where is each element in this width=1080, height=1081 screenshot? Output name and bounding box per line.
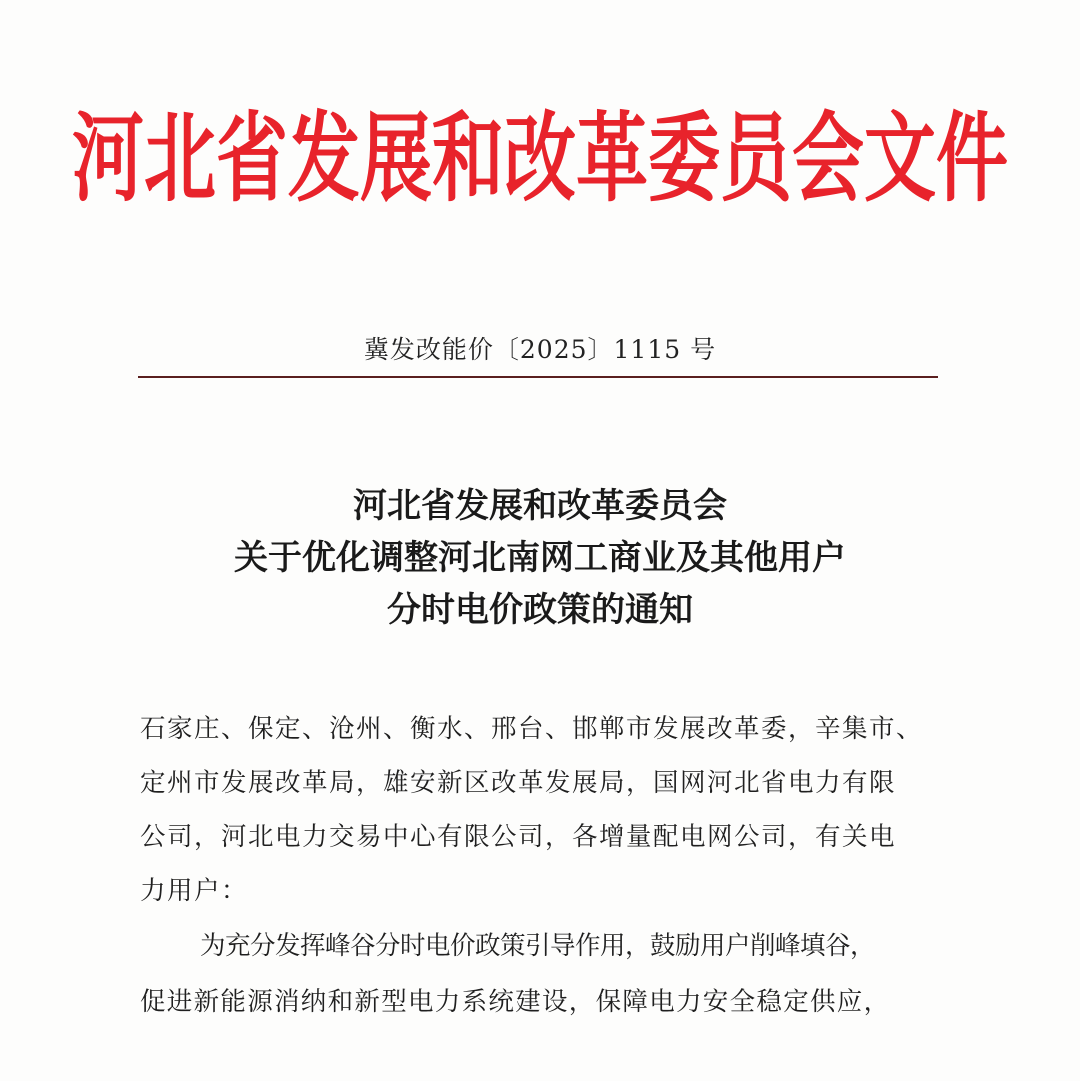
addressee-block — [140, 702, 960, 918]
title-line-3: 分时电价政策的通知 — [387, 590, 693, 630]
masthead-title: 河北省发展和改革委员会文件 — [72, 101, 1009, 215]
header-divider — [138, 376, 938, 378]
document-number: 冀发改能价〔2025〕1115 号 — [363, 335, 717, 364]
body-paragraph — [140, 918, 960, 1030]
body-line: 促进新能源消纳和新型电力系统建设，保障电力安全稳定供应， — [140, 987, 891, 1017]
masthead — [72, 80, 1009, 220]
addressee-line: 力用户： — [140, 876, 249, 906]
body-line: 为充分发挥峰谷分时电价政策引导作用，鼓励用户削峰填谷， — [200, 931, 876, 961]
addressee-line: 石家庄、保定、沧州、衡水、邢台、邯郸市发展改革委，辛集市、 — [140, 714, 924, 744]
title-line-1: 河北省发展和改革委员会 — [353, 486, 727, 526]
addressee-line: 定州市发展改革局，雄安新区改革发展局，国网河北省电力有限 — [140, 768, 897, 798]
addressee-line: 公司，河北电力交易中心有限公司，各增量配电网公司，有关电 — [140, 822, 897, 852]
title-line-2: 关于优化调整河北南网工商业及其他用户 — [234, 538, 846, 578]
document-title — [0, 480, 1080, 636]
